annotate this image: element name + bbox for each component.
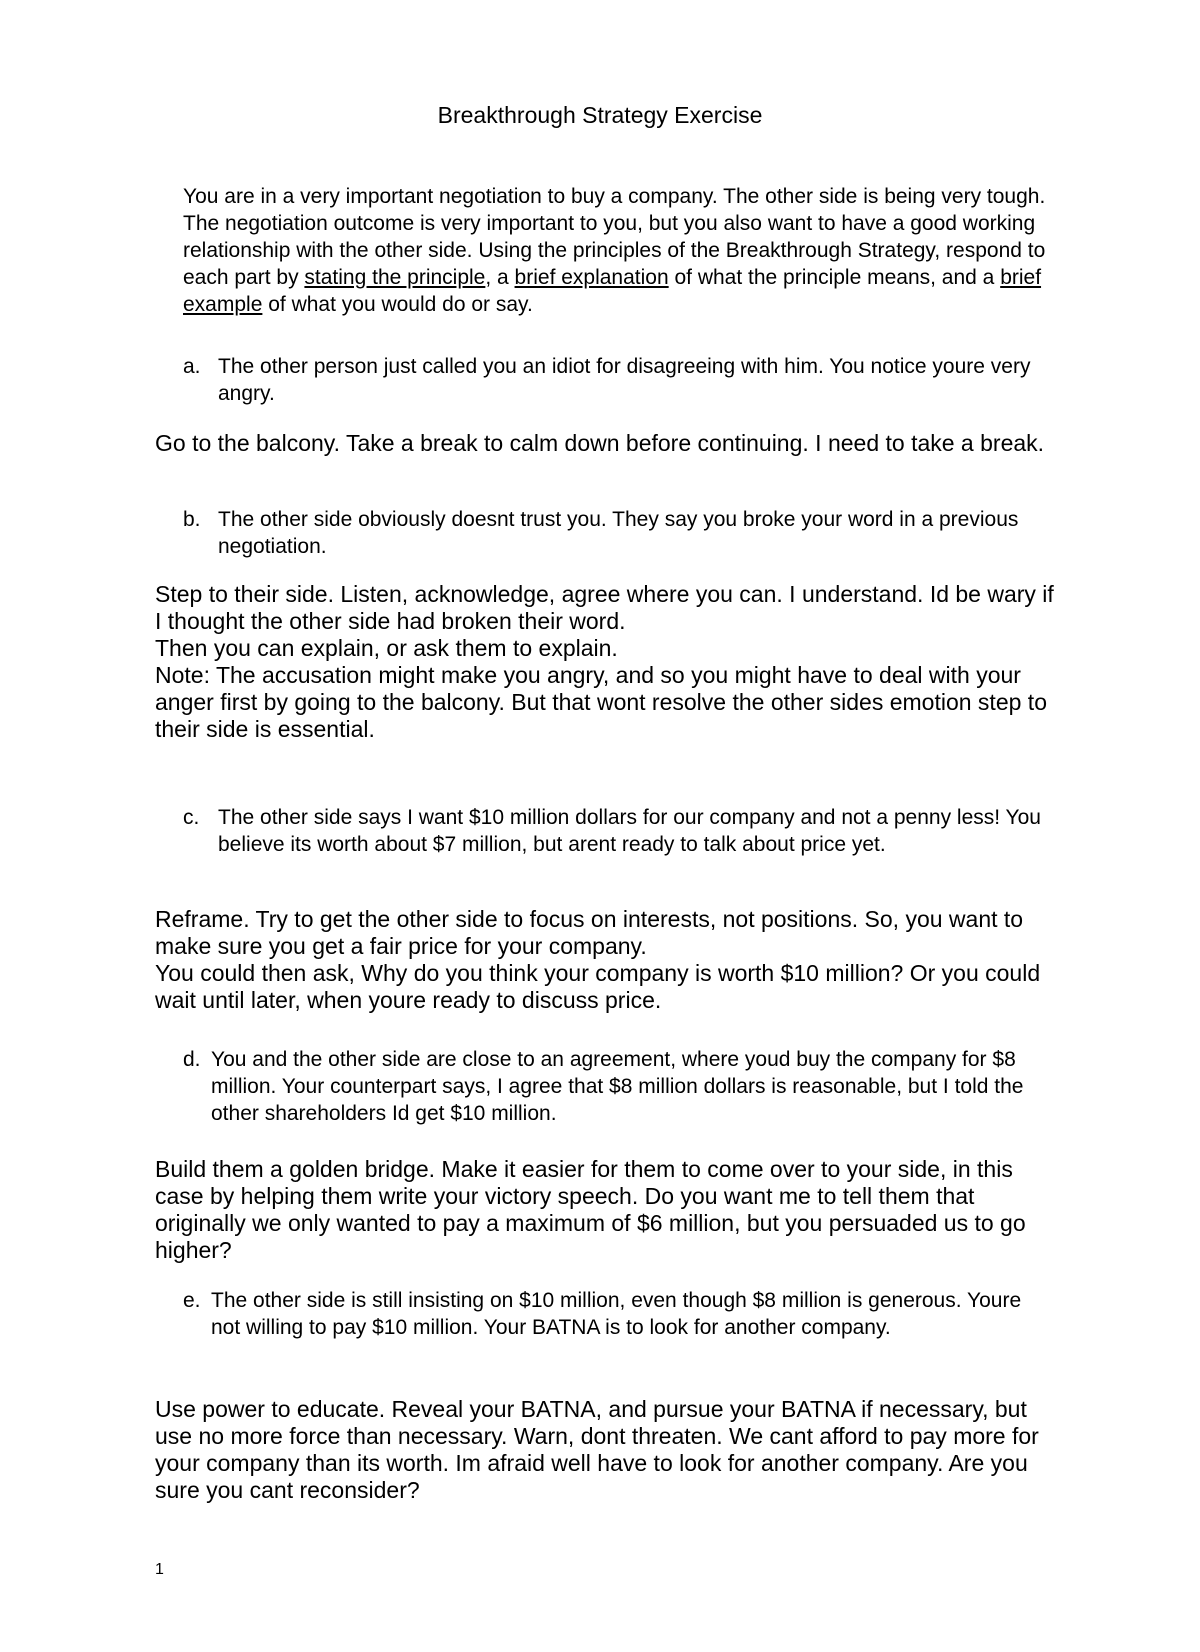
question-text: The other person just called you an idiot for disagreeing with him. You notice youre very angry.: [218, 355, 1031, 405]
answer-e: [155, 1396, 1055, 1504]
question-marker: d.: [183, 1048, 201, 1071]
answer-note: Note: The accusation might make you angry, and so you might have to deal with your anger first by going to the balcony. But that wont resolve the other sides emotion step to their side is essential.: [155, 662, 1047, 742]
question-text: You and the other side are close to an agreement, where youd buy the company for $8 million. Your counterpart says, I agree that $8 million dollars is reasonable, but I told the other shareholders Id get $10 million.: [211, 1048, 1024, 1125]
question-marker: a.: [183, 355, 201, 378]
page-number: 1: [155, 1561, 164, 1578]
question-marker: b.: [183, 508, 201, 531]
answer-text: Build them a golden bridge. Make it easier for them to come over to your side, in this case by helping them write your victory speech. Do you want me to tell them that originally we only wanted to pay a maximum of $6 million, but you persuaded us to go higher?: [155, 1156, 1026, 1263]
answer-text: Use power to educate. Reveal your BATNA, and pursue your BATNA if necessary, but use no more force than necessary. Warn, dont threaten. We cant afford to pay more for your company than its worth. Im afraid well have to look for another company. Are you sure you cant reconsider?: [155, 1396, 1039, 1503]
question-c: [183, 804, 1043, 858]
answer-text: Go to the balcony. Take a break to calm down before continuing. I need to take a break.: [155, 430, 1045, 456]
answer-text: Then you can explain, or ask them to explain.: [155, 635, 618, 661]
question-text: The other side is still insisting on $10 million, even though $8 million is generous. Youre not willing to pay $10 million. Your BATNA is to look for another company.: [211, 1289, 1022, 1339]
question-text: The other side obviously doesnt trust you. They say you broke your word in a previous negotiation.: [218, 508, 1019, 558]
instructions-paragraph: [183, 183, 1063, 318]
answer-text: Reframe. Try to get the other side to focus on interests, not positions. So, you want to make sure you get a fair price for your company.: [155, 906, 1024, 959]
answer-b: [155, 581, 1055, 743]
question-b: [183, 506, 1043, 560]
answer-d: [155, 1156, 1055, 1264]
underlined-stating-the-principle: stating the principle: [304, 266, 486, 289]
question-d: [183, 1046, 1043, 1127]
question-text: The other side says I want $10 million dollars for our company and not a penny less! You believe its worth about $7 million, but arent ready to talk about price yet.: [218, 806, 1041, 856]
document-title: Breakthrough Strategy Exercise: [437, 102, 763, 128]
intro-text: You are in a very important negotiation to buy a company. The other side is being very tough. The negotiation outcome is very important to you, but you also want to have a good working relationship with the other side. Using the principles of the Breakthrough Strategy, respond to each part by: [183, 185, 1046, 289]
answer-a: [155, 430, 1055, 457]
intro-text: of what the principle means, and a: [668, 266, 1001, 289]
question-marker: e.: [183, 1289, 201, 1312]
question-e: [183, 1287, 1043, 1341]
question-marker: c.: [183, 806, 200, 829]
underlined-brief-example: brief example: [183, 266, 1042, 316]
intro-text: of what you would do or say.: [262, 293, 533, 316]
answer-c: [155, 906, 1055, 1014]
underlined-brief-explanation: brief explanation: [514, 266, 669, 289]
answer-text: Step to their side. Listen, acknowledge, agree where you can. I understand. Id be wary if I thought the other side had broken their word.: [155, 581, 1054, 634]
intro-text: , a: [485, 266, 515, 289]
answer-text: You could then ask, Why do you think your company is worth $10 million? Or you could wait until later, when youre ready to discuss price.: [155, 960, 1041, 1013]
question-a: [183, 353, 1043, 407]
